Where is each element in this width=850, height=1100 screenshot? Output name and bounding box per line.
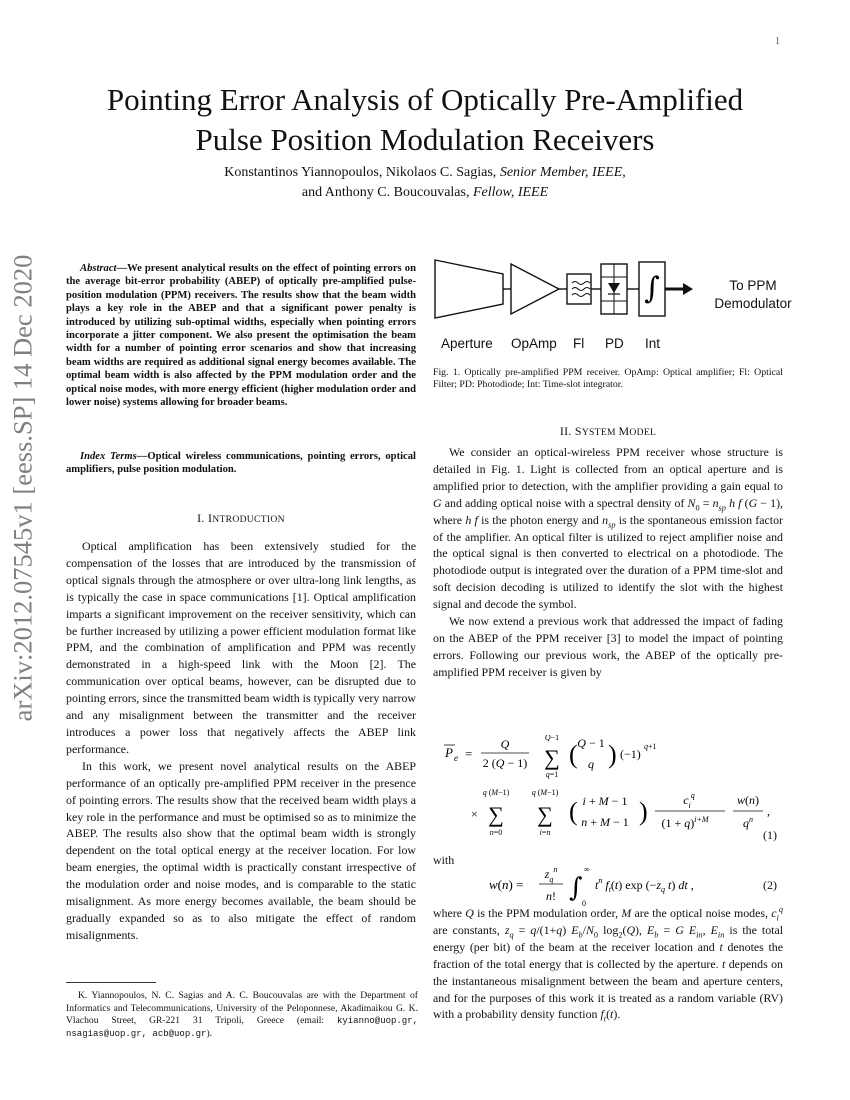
filter-wave-icon — [572, 282, 590, 297]
svg-text:∑: ∑ — [488, 802, 504, 827]
svg-text:w(n) =: w(n) = — [489, 877, 524, 892]
text-with: with — [433, 853, 455, 867]
paper-authors — [60, 163, 790, 203]
svg-text:): ) — [608, 740, 617, 769]
svg-text:zqn: $z_q^n$ — [544, 865, 558, 884]
diode-icon — [608, 283, 620, 293]
label-filter: Fl — [573, 336, 585, 351]
system-paragraph-1: We consider an optical-wireless PPM receiver whose structure is detailed in Fig. 1. Light is collected from an optical aperture and is amplified prior to detection, with the amplifier providing a gain equal to G and adding optical noise with a spectral density of $N_0 = n_{sp}$ h f (G − 1), where h f is the photon energy and $n_{sp}$ is the spontaneous emission factor of the amplifier. An optical filter is utilized to reject amplifier noise and the optical signal is then converted to electrical on a photodiode. The photodiode output is integrated over the duration of a PPM time-slot and soft decision decoding is utilized to identify the slot with the highest signal and decode the symbol. — [433, 445, 784, 612]
abstract — [66, 262, 416, 409]
index-terms — [66, 450, 416, 477]
svg-text:Q−1: Q−1 — [544, 735, 560, 742]
system-model-body — [433, 444, 783, 681]
svg-text:qn: $q^n$ — [743, 815, 753, 830]
footnote-end: ). — [206, 1027, 213, 1039]
svg-text:(: ( — [569, 797, 578, 826]
footnote-text: K. Yiannopoulos, N. C. Sagias and A. C. Boucouvalas are with the Department of Informatics and Telecommunications, University of the Peloponnese, Akadimaikou G. K. Vlachou Street, GR-221 31 Tripoli, Greece (email: — [66, 990, 418, 1027]
authors-membership: Senior Member, IEEE — [499, 165, 623, 180]
paper-title-line2: Pulse Position Modulation Receivers — [195, 122, 655, 157]
label-output-2: Demodulator — [714, 296, 792, 311]
filter-shape — [567, 274, 591, 304]
svg-text:n=0: n=0 — [489, 828, 503, 837]
svg-text:,: , — [767, 804, 770, 818]
svg-text:2 (Q − 1): 2 (Q − 1) — [482, 756, 528, 770]
svg-text:q: q — [588, 757, 594, 771]
svg-text:∑: ∑ — [544, 745, 560, 770]
svg-text:n + M − 1: n + M − 1 — [581, 815, 629, 829]
svg-text:i + M − 1: i + M − 1 — [582, 794, 628, 808]
authors-comma: , — [622, 165, 626, 180]
figure-1-caption: Fig. 1. Optically pre-amplified PPM receiver. OpAmp: Optical amplifier; Fl: Optical Filter; PD: Photodiode; Int: Time-slot integrator. — [433, 367, 783, 391]
svg-text:=: = — [465, 746, 473, 761]
equation-2 — [485, 862, 755, 910]
section-heading-introduction — [66, 511, 416, 526]
intro-paragraph-1: Optical amplification has been extensively studied for the compensation of the losses that are introduced by the transmission of optical signals through the atmosphere or over ultra-long link lengths, as is typically the case in space communications [1]. Optical amplification imparts a significant improvement on the receiver sensitivity, which can be further increased by utilizing a power efficient modulation format like PPM, and the combination of amplification and PPM was recently demonstrated in a high-speed link with the Moon [2]. The communication over optical beams, however, can be disrupted due to pointing errors, since the transmitted beam width is typically very narrow and any misalignment between the transmitter and the receiver introduces a power loss that negatively affects the ABEP link performance. — [66, 539, 416, 756]
svg-text:Q − 1: Q − 1 — [577, 736, 605, 750]
section2-title-ystem: YSTEM — [581, 427, 619, 438]
svg-text:(−1): (−1) — [620, 747, 641, 761]
label-opamp: OpAmp — [511, 336, 557, 351]
equation-2-number: (2) — [763, 878, 777, 892]
equation-2-render — [485, 862, 755, 910]
paper-title-line1: Pointing Error Analysis of Optically Pre-Amplified — [106, 82, 744, 117]
equation-1-render — [433, 735, 788, 850]
arxiv-stamp-text: arXiv:2012.07545v1 [eess.SP] 14 Dec 2020 — [7, 254, 38, 722]
section-number: I. — [197, 511, 205, 525]
svg-text:0: 0 — [582, 899, 586, 908]
label-pd: PD — [605, 336, 624, 351]
label-aperture: Aperture — [441, 336, 493, 351]
svg-text:q=1: q=1 — [545, 770, 559, 779]
abstract-text: —We present analytical results on the effect of pointing errors on the average bit-error probability (ABEP) of optically pre-amplified pulse-position modulation (PPM) receivers. The results show that the beam width plays a key role in the ABEP and that a significant power penalty is introduced by utilizing sub-optimal widths, especially when pointing errors incorporate a jitter component. We also present the optimisation the beam width for a number of pointing error scenarios and show that increasing beam widths are required as additional signal energy becomes available. The optimal beam width is also affected by the PPM modulation order and the optical noise modes, with more energy efficient (higher modulation order and lower noise) systems allowing for broader beams. — [66, 263, 416, 409]
equation-1-number: (1) — [763, 828, 777, 842]
svg-text:(1 + q)i+M: $(1 + q)^{i+M}$ — [661, 815, 709, 830]
svg-text:∞: ∞ — [584, 865, 590, 874]
section-title-rest: NTRODUCTION — [212, 514, 285, 525]
output-arrow-icon — [683, 283, 693, 295]
opamp-shape — [511, 264, 559, 314]
figure-1-diagram — [433, 252, 803, 357]
section2-title-odel: ODEL — [629, 427, 657, 438]
authors-names: Konstantinos Yiannopoulos, Nikolaos C. Sagias, — [224, 165, 500, 180]
authors-line2 — [60, 183, 790, 203]
svg-text:i=n: i=n — [539, 828, 551, 837]
system-paragraph-2: We now extend a previous work that addressed the impact of fading on the ABEP of the PPM receiver [3] to model the impact of pointing errors. Following our previous work, the ABEP of the optically pre-amplified PPM receiver is given by — [433, 614, 783, 679]
receiver-block-diagram — [433, 252, 803, 357]
svg-text:w(n): w(n) — [736, 793, 760, 807]
svg-text:∫: ∫ — [569, 873, 583, 903]
equation-1 — [433, 735, 788, 850]
intro-paragraph-2: In this work, we present novel analytical results on the ABEP performance of an optically pre-amplified PPM receiver in the presence of pointing errors. The results show that the received beam width plays a key role in the performance and must be optimised so as to minimize the ABEP. The results also show that the optimal beam width is strongly dependent on the total optical energy at the receiver location. For low beam energies, the optimal width is practically constant irrespective of the modulation order and noise modes, and is comparable to the static misalignment. As more energy becomes available, the beam should be gradually expanded so as to also mitigate the effect of random misalignments. — [66, 758, 416, 942]
arxiv-stamp — [0, 254, 46, 722]
footnote — [66, 990, 418, 1040]
paper-title — [40, 80, 810, 160]
svg-text:(: ( — [569, 740, 578, 769]
svg-text:tn ft(t) exp (−zq t) dt ,: $t^n$ $f_t(t)$ $\exp (-z_q$ t) dt , — [595, 876, 694, 894]
page-number: 1 — [775, 36, 780, 47]
introduction-body — [66, 538, 416, 944]
authors-line1 — [60, 163, 790, 183]
label-int: Int — [645, 336, 661, 351]
svg-text:∑: ∑ — [537, 802, 553, 827]
footnote-rule — [66, 982, 156, 983]
svg-text:Q: Q — [500, 737, 510, 751]
svg-text:×: × — [471, 807, 478, 821]
index-terms-text: —Optical wireless communications, pointing errors, optical amplifiers, pulse position modulation. — [66, 451, 416, 476]
svg-text:q+1: q+1 — [644, 742, 657, 751]
aperture-shape — [435, 260, 503, 318]
section2-title-m: M — [618, 424, 630, 438]
system-paragraph-3: where Q is the PPM modulation order, M are the optical noise modes, $c_i^q$ are constants, $z_q = q/(1+q)$ $E_b/N_0$ $\log_2(Q)$, $E_b = G$ $E_{in}$, $E_{in}$ is the total energy (per bit) of the beam at the receiver location and t denotes the fraction of the total energy that is collected by the aperture. t depends on the instantaneous misalignment between the beam and aperture centers, and for the purposes of this work it is treated as a random variable (RV) with a probability density function $f_t(t)$. — [433, 905, 784, 1024]
authors-names-2: and Anthony C. Boucouvalas, — [301, 185, 473, 200]
integral-icon: ∫ — [644, 271, 660, 306]
svg-text:): ) — [639, 797, 648, 826]
abstract-label: Abstract — [80, 263, 117, 274]
index-terms-label: Index Terms — [80, 451, 137, 462]
svg-text:ciq: $c_i^q$ — [683, 791, 695, 810]
footnote-emails: kyianno@uop.gr, nsagias@uop.gr, acb@uop.gr — [66, 1016, 418, 1039]
section-title-initial: I — [207, 511, 213, 525]
svg-text:q (M−1): q (M−1) — [531, 788, 559, 797]
svg-text:P: P — [445, 745, 453, 760]
section2-number: II. — [559, 424, 572, 438]
svg-text:e: e — [454, 753, 458, 763]
section2-title-s: S — [574, 424, 582, 438]
svg-text:n!: n! — [546, 889, 556, 903]
section-heading-system-model — [433, 424, 783, 439]
authors-fellow: Fellow, IEEE — [472, 185, 549, 200]
label-output-1: To PPM — [729, 278, 777, 293]
svg-text:q (M−1): q (M−1) — [482, 788, 510, 797]
